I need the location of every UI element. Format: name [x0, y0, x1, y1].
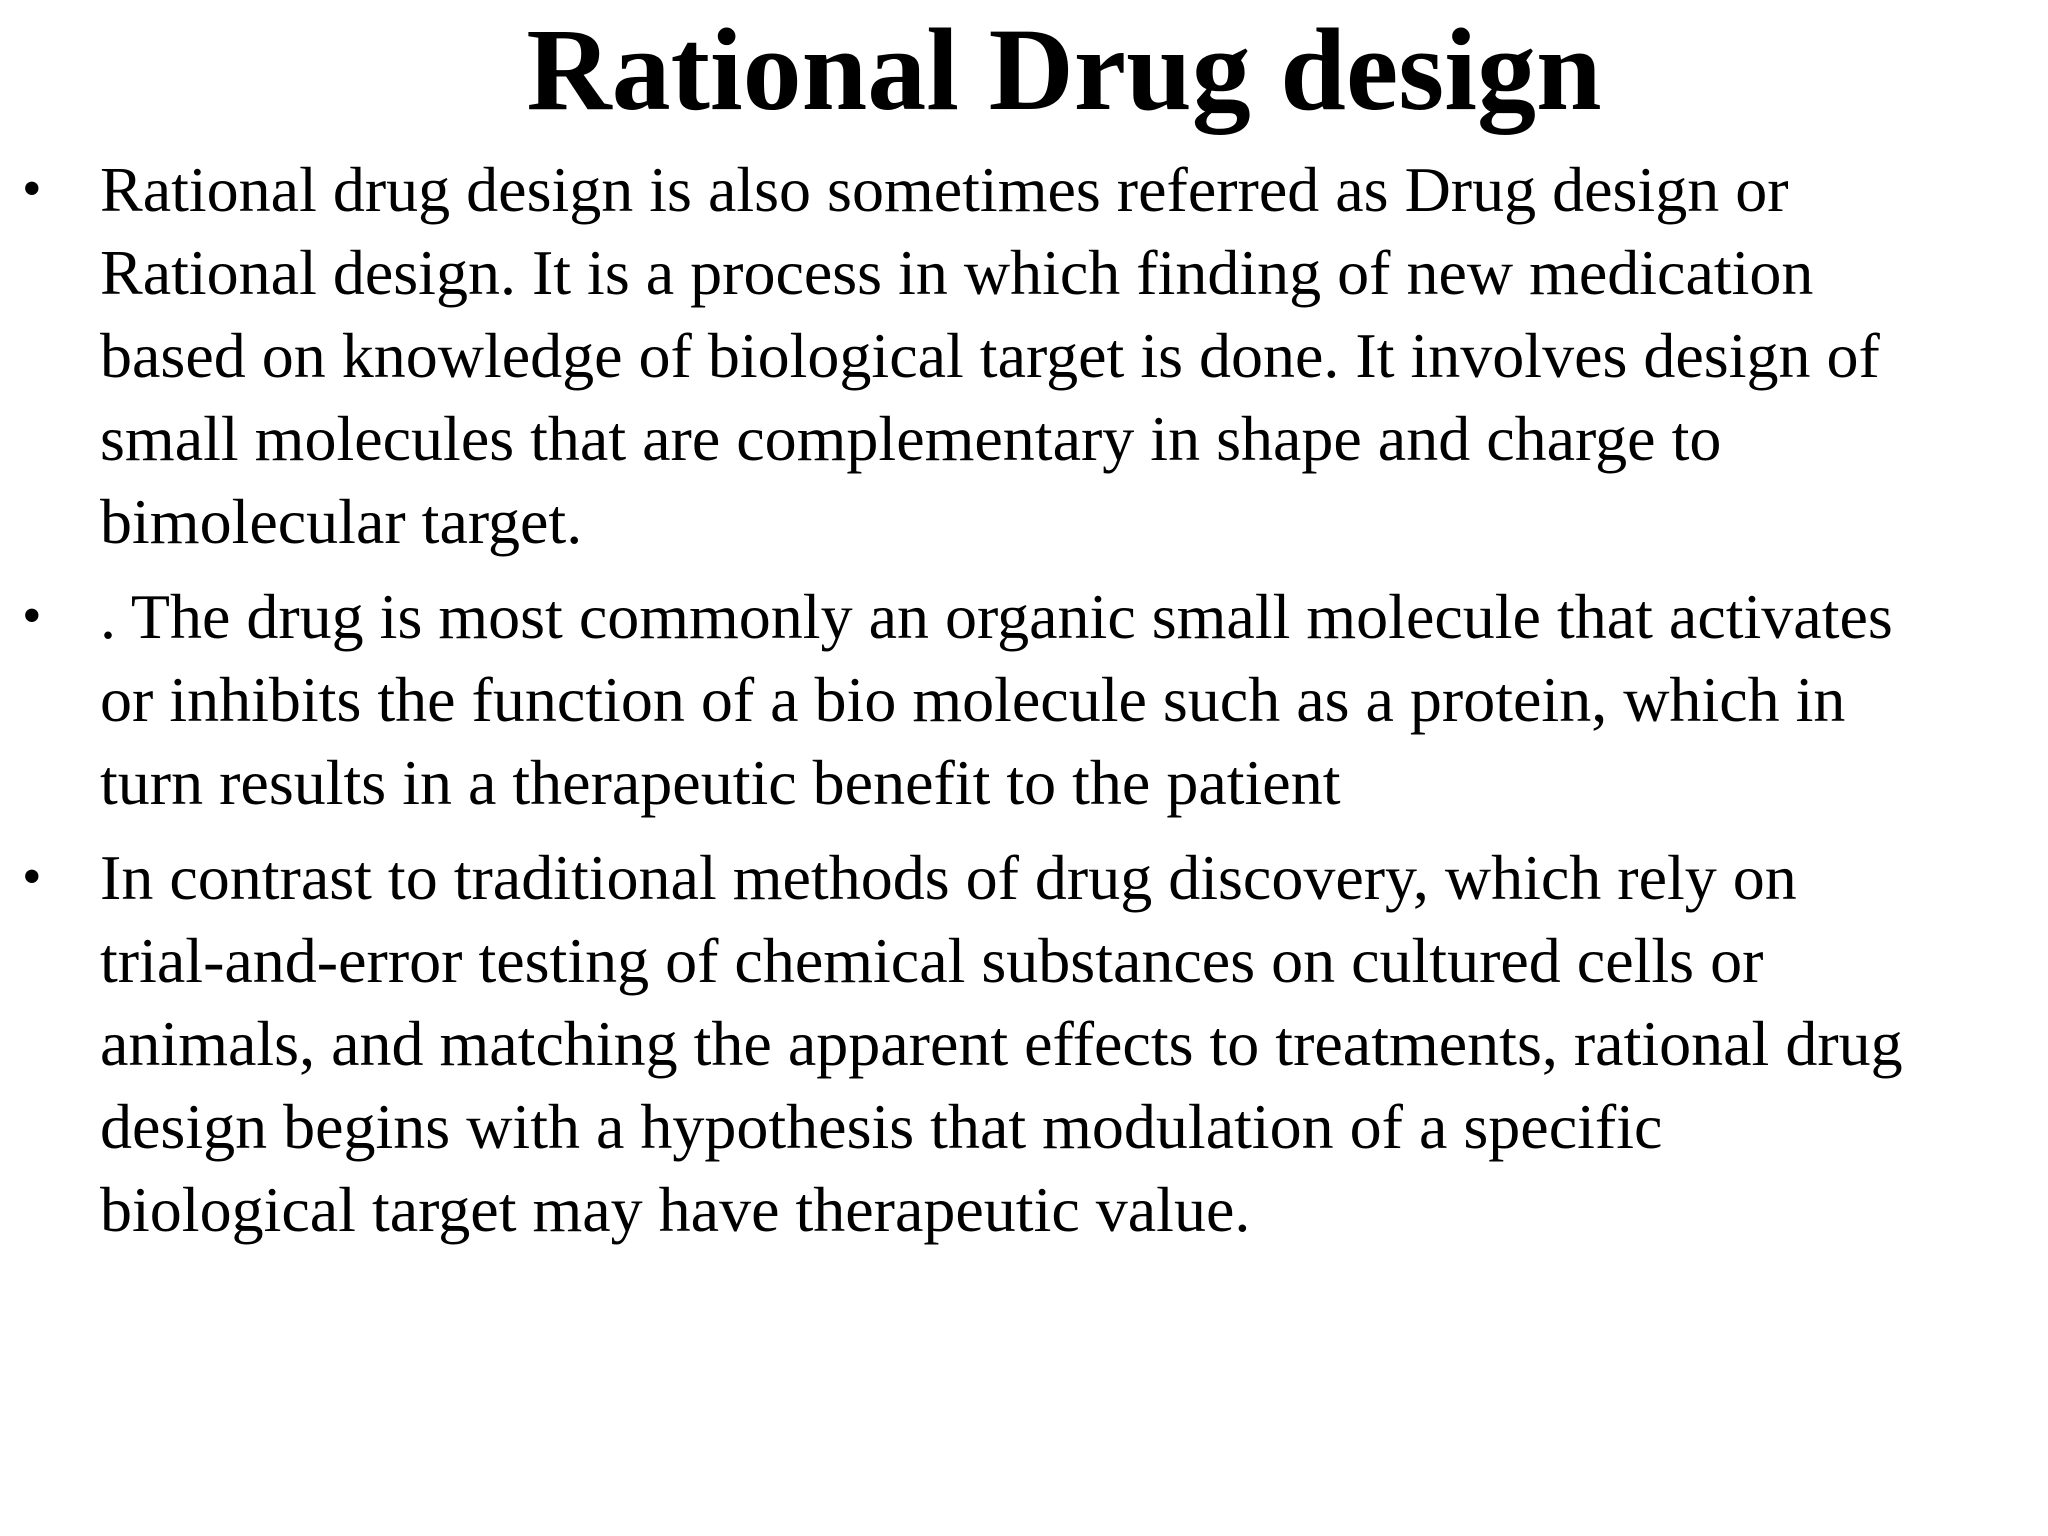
- bullet-1-line-2: Rational design. It is a process in which finding of new medication: [100, 237, 1814, 308]
- bullet-1-line-5: bimolecular target.: [100, 486, 583, 557]
- bullet-3-line-2: trial-and-error testing of chemical substances on cultured cells or: [100, 925, 1764, 996]
- bullet-1-line-1: Rational drug design is also sometimes referred as Drug design or: [100, 154, 1789, 225]
- bullet-3-line-1: In contrast to traditional methods of drug discovery, which rely on: [100, 842, 1797, 913]
- bullet-3-line-3: animals, and matching the apparent effects to treatments, rational drug: [100, 1008, 1903, 1079]
- slide-title: Rational Drug design: [526, 4, 1602, 135]
- bullet-2-line-1: . The drug is most commonly an organic small molecule that activates: [100, 581, 1893, 652]
- bullet-item-2: [0, 575, 2048, 824]
- bullet-2-line-2: or inhibits the function of a bio molecule such as a protein, which in: [100, 664, 1846, 735]
- bullet-item-3: [0, 836, 2048, 1251]
- bullet-dot-icon: •: [22, 585, 42, 647]
- bullet-3-line-5: biological target may have therapeutic value.: [100, 1174, 1251, 1245]
- bullet-1-line-4: small molecules that are complementary in shape and charge to: [100, 403, 1722, 474]
- bullet-1-line-3: based on knowledge of biological target is done. It involves design of: [100, 320, 1880, 391]
- bullet-dot-icon: •: [22, 846, 42, 908]
- bullet-item-1: [0, 148, 2048, 563]
- bullet-3-line-4: design begins with a hypothesis that modulation of a specific: [100, 1091, 1663, 1162]
- bullet-dot-icon: •: [22, 158, 42, 220]
- bullet-2-line-3: turn results in a therapeutic benefit to the patient: [100, 747, 1341, 818]
- bullet-list: [0, 148, 2048, 1263]
